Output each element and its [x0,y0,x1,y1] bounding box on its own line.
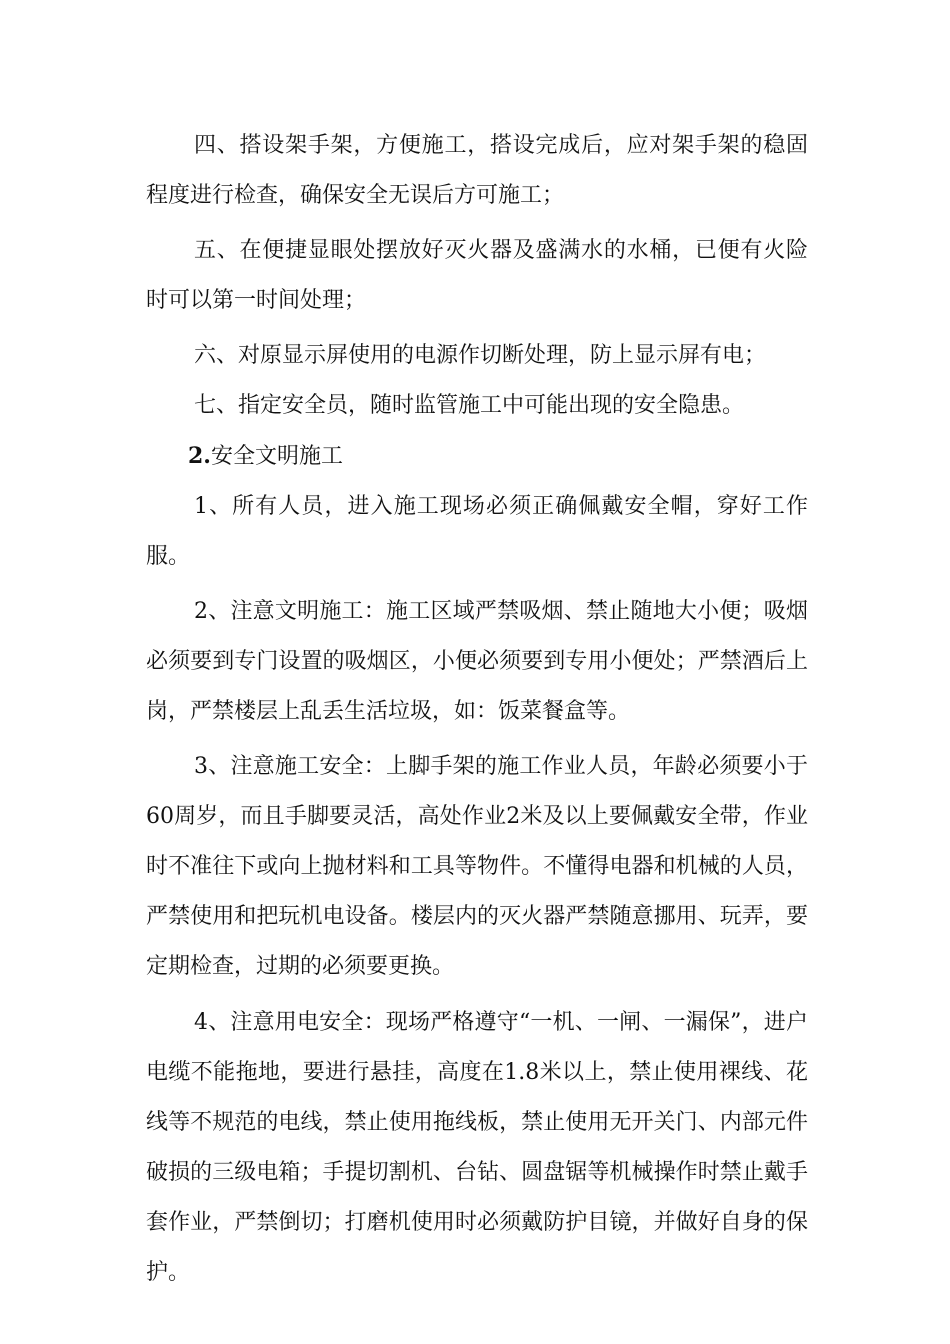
paragraph-item-5: 五、在便捷显眼处摆放好灭火器及盛满水的水桶，已便有火险时可以第一时间处理； [146,238,808,313]
paragraph-rule-1: 1、所有人员，进入施工现场必须正确佩戴安全帽，穿好工作服。 [146,494,808,569]
section-title: 安全文明施工 [210,444,343,469]
paragraph-rule-4: 4、注意用电安全：现场严格遵守“一机、一闸、一漏保”，进户电缆不能拖地，要进行悬挂，高度在1.8米以上，禁止使用裸线、花线等不规范的电线，禁止使用拖线板，禁止使用无开关门、内部元件破损的三级电箱；手提切割机、台钻、圆盘锯等机械操作时禁止戴手套作业，严禁倒切；打磨机使用时必须戴防护目镜，并做好自身的保护。 [146,1010,808,1285]
document-page [146,121,808,1298]
paragraph-rule-2: 2、注意文明施工：施工区域严禁吸烟、禁止随地大小便；吸烟必须要到专门设置的吸烟区，小便必须要到专用小便处；严禁酒后上岗，严禁楼层上乱丢生活垃圾，如：饭菜餐盒等。 [146,599,808,724]
paragraph-rule-3: 3、注意施工安全：上脚手架的施工作业人员，年龄必须要小于60周岁，而且手脚要灵活，高处作业2米及以上要佩戴安全带，作业时不准往下或向上抛材料和工具等物件。不懂得电器和机械的人员，严禁使用和把玩机电设备。楼层内的灭火器严禁随意挪用、玩弄，要定期检查，过期的必须要更换。 [146,754,808,979]
paragraph-item-6: 六、对原显示屏使用的电源作切断处理，防上显示屏有电； [194,343,767,368]
section-number: 2. [188,443,211,469]
paragraph-item-7: 七、指定安全员，随时监管施工中可能出现的安全隐患。 [194,393,745,418]
section-heading [146,431,808,482]
paragraph-item-4: 四、搭设架手架，方便施工，搭设完成后，应对架手架的稳固程度进行检查，确保安全无误后方可施工； [146,133,808,208]
